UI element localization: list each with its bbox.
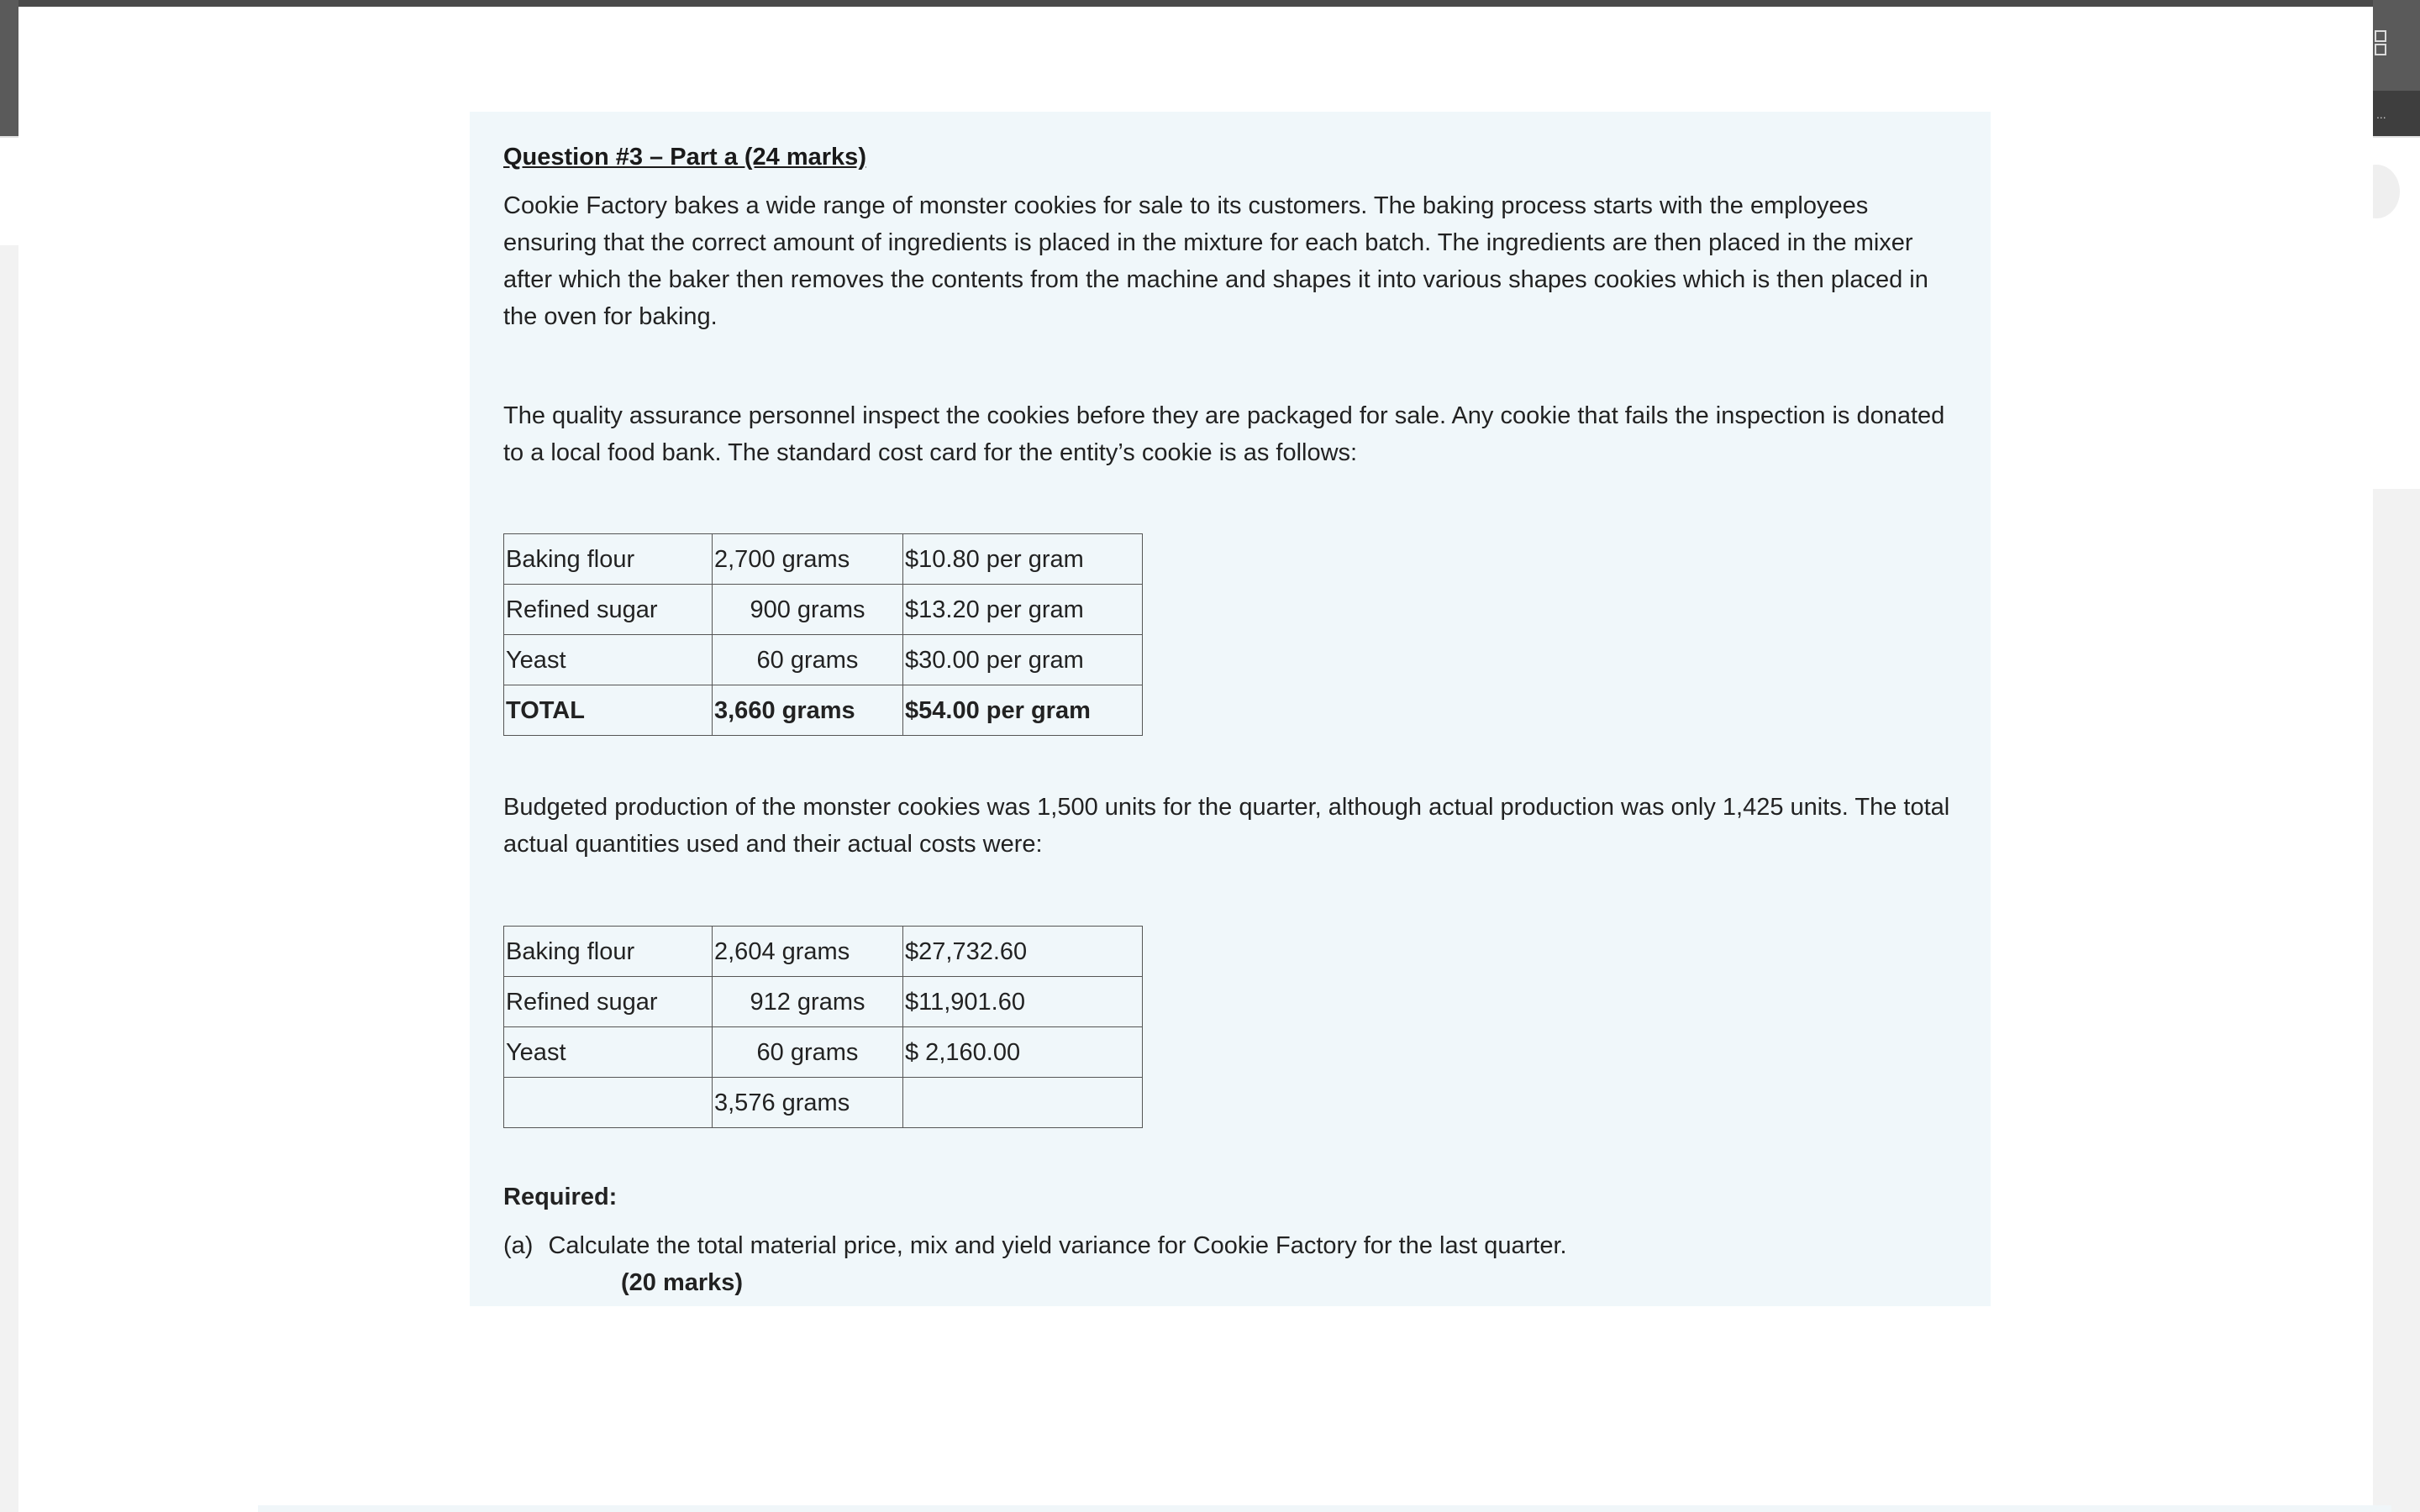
quantity-cell: 2,700 grams	[713, 534, 903, 585]
cost-cell: $11,901.60	[903, 977, 1143, 1027]
ingredient-cell: Baking flour	[504, 927, 713, 977]
total-cost-cell: $54.00 per gram	[903, 685, 1143, 736]
actual-cost-table	[503, 926, 1143, 1128]
cost-cell	[903, 1078, 1143, 1128]
quantity-cell: 912 grams	[713, 977, 903, 1027]
table-row	[504, 1027, 1143, 1078]
cost-cell: $27,732.60	[903, 927, 1143, 977]
table-row-total	[504, 685, 1143, 736]
quantity-cell: 2,604 grams	[713, 927, 903, 977]
part-a-label: (a)	[503, 1232, 534, 1259]
quantity-cell: 3,576 grams	[713, 1078, 903, 1128]
quality-paragraph: The quality assurance personnel inspect the cookies before they are packaged for sale. Any cookie that fails the inspection is donated to a local food bank. The standard cost card for the entity’s cookie is as follows:	[503, 402, 1945, 466]
table-row	[504, 585, 1143, 635]
cost-cell: $10.80 per gram	[903, 534, 1143, 585]
part-a-text: Calculate the total material price, mix and yield variance for Cookie Factory for the last quarter.	[548, 1232, 1567, 1259]
document-page	[18, 7, 2373, 1512]
ingredient-cell: Baking flour	[504, 534, 713, 585]
cost-cell: $30.00 per gram	[903, 635, 1143, 685]
app-left-chrome	[0, 0, 18, 136]
ingredient-cell: Yeast	[504, 635, 713, 685]
table-row	[504, 635, 1143, 685]
table-row	[504, 534, 1143, 585]
table-row	[504, 927, 1143, 977]
part-a-line	[503, 1227, 1567, 1264]
more-menu-icon[interactable]: ...	[2376, 108, 2386, 121]
app-left-panel	[0, 136, 18, 247]
quantity-cell: 60 grams	[713, 1027, 903, 1078]
question-title: Question #3 – Part a (24 marks)	[503, 144, 866, 171]
grid-view-icon[interactable]	[2375, 30, 2388, 55]
next-page-edge	[258, 1505, 2391, 1512]
quantity-cell: 60 grams	[713, 635, 903, 685]
standard-cost-table	[503, 533, 1143, 736]
required-heading: Required:	[503, 1184, 618, 1210]
ingredient-cell: Yeast	[504, 1027, 713, 1078]
table-row	[504, 1078, 1143, 1128]
intro-paragraph: Cookie Factory bakes a wide range of monster cookies for sale to its customers. The baking process starts with the employees ensuring that the correct amount of ingredients is placed in the mixture for each batch. The ingredients are then placed in the mixer after which the baker then removes the contents from the machine and shapes it into various shapes cookies which is then placed in the oven for baking.	[503, 192, 1928, 330]
ingredient-cell: Refined sugar	[504, 585, 713, 635]
app-right-gutter	[2373, 489, 2420, 1512]
part-a-marks: (20 marks)	[621, 1269, 744, 1296]
ingredient-cell: Refined sugar	[504, 977, 713, 1027]
app-left-gutter	[0, 245, 18, 1512]
table-row	[504, 977, 1143, 1027]
question-box	[470, 112, 1991, 1306]
cost-cell: $ 2,160.00	[903, 1027, 1143, 1078]
budget-paragraph: Budgeted production of the monster cookies was 1,500 units for the quarter, although actual production was only 1,425 units. The total actual quantities used and their actual costs were:	[503, 794, 1950, 858]
total-label-cell: TOTAL	[504, 685, 713, 736]
ingredient-cell	[504, 1078, 713, 1128]
cost-cell: $13.20 per gram	[903, 585, 1143, 635]
app-top-bar	[0, 0, 2420, 7]
total-quantity-cell: 3,660 grams	[713, 685, 903, 736]
quantity-cell: 900 grams	[713, 585, 903, 635]
